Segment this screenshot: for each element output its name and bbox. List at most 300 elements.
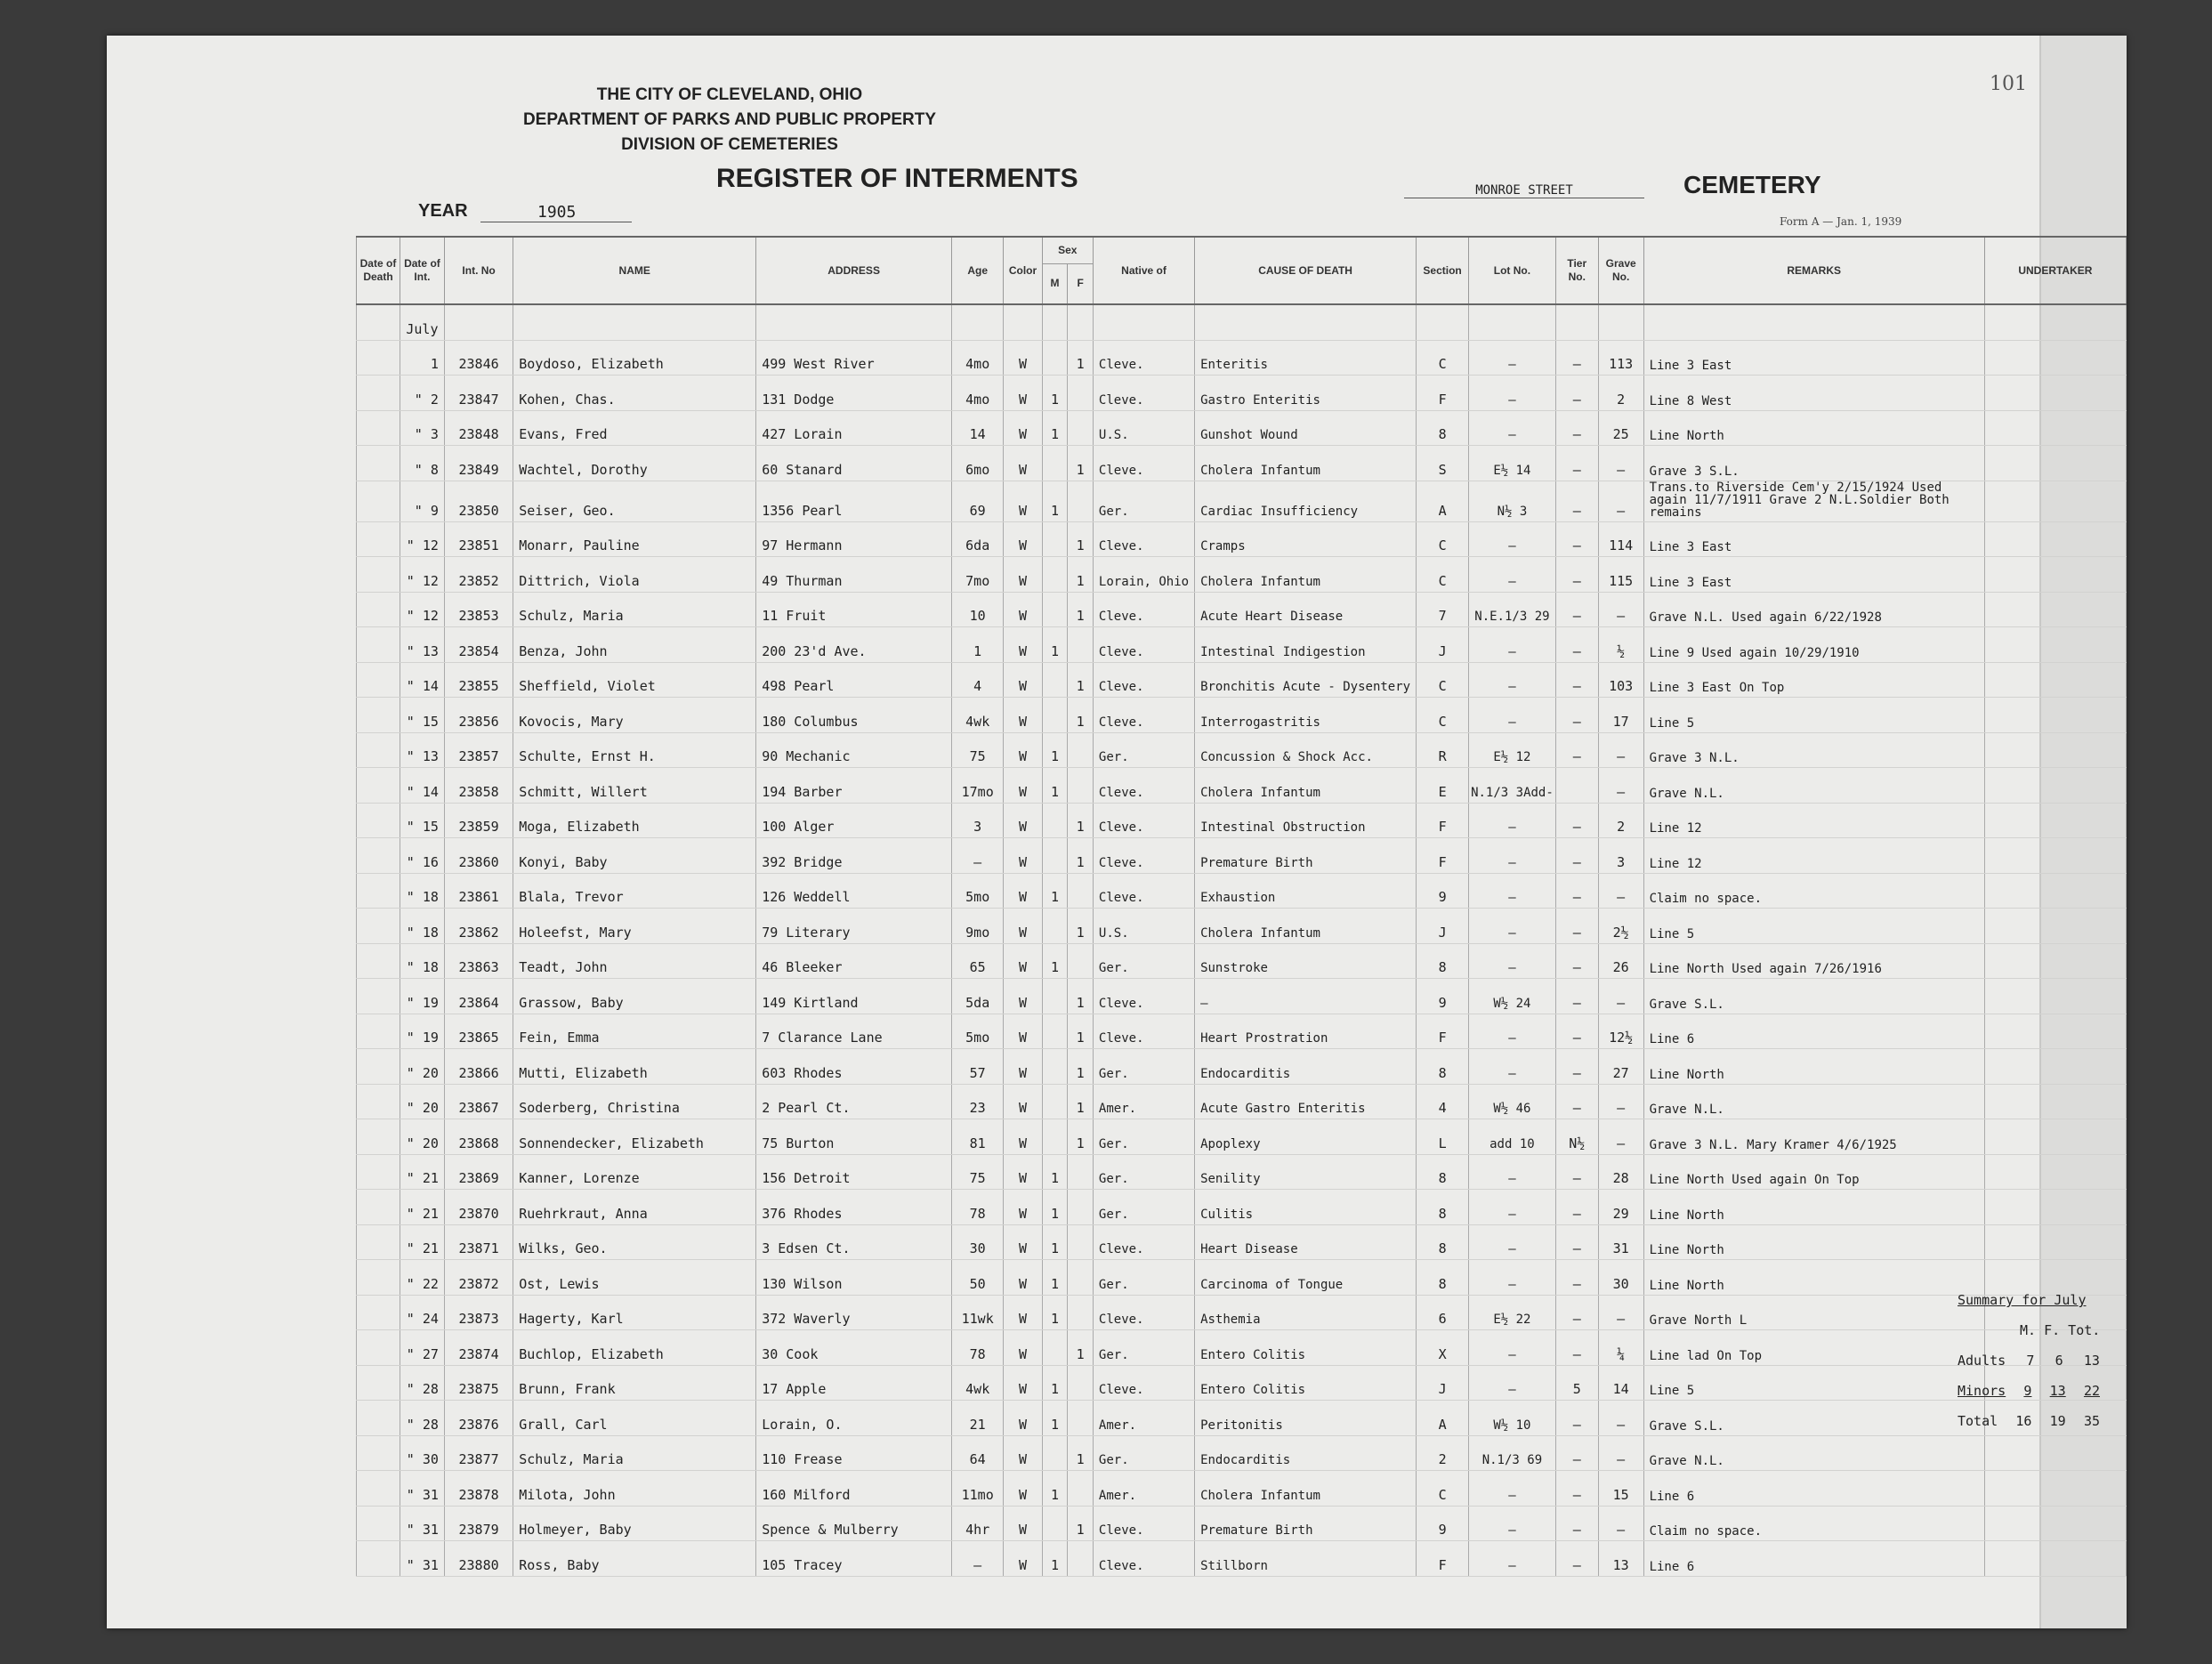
cell-native: Ger.: [1093, 1190, 1194, 1225]
cell-grave: 28: [1598, 1154, 1643, 1190]
cell-name: Schmitt, Willert: [513, 768, 756, 804]
table-row: [357, 1401, 2127, 1436]
cell-grave: –: [1598, 979, 1643, 1014]
cell-section: S: [1417, 446, 1469, 481]
cell-sex-f: [1068, 376, 1094, 411]
cell-undertaker: [1984, 481, 2126, 521]
cell-address: 200 23'd Ave.: [756, 627, 952, 663]
cell-native: Lorain, Ohio: [1093, 557, 1194, 593]
cell-grave: 14: [1598, 1365, 1643, 1401]
cell-int-no: 23853: [444, 592, 513, 627]
cell-cause: Apoplexy: [1195, 1119, 1417, 1155]
cell-date-int: " 15: [400, 698, 444, 733]
cell-sex-m: [1042, 1506, 1068, 1541]
cell-lot: –: [1469, 943, 1556, 979]
cell-date-death: [357, 1401, 400, 1436]
cell-age: 9mo: [952, 909, 1004, 944]
cell-tier: –: [1555, 446, 1598, 481]
cell-tier: –: [1555, 410, 1598, 446]
cell-address: 110 Frease: [756, 1435, 952, 1471]
cell-int-no: 23869: [444, 1154, 513, 1190]
cell-sex-m: [1042, 340, 1068, 376]
cell-grave: 115: [1598, 557, 1643, 593]
cell-lot: –: [1469, 1260, 1556, 1296]
cell-name: Sonnendecker, Elizabeth: [513, 1119, 756, 1155]
cemetery-label: CEMETERY: [1683, 171, 1821, 198]
cell-sex-m: 1: [1042, 1190, 1068, 1225]
cell-age: 4mo: [952, 340, 1004, 376]
table-row: [357, 557, 2127, 593]
cell-sex-m: [1042, 446, 1068, 481]
cell-name: Moga, Elizabeth: [513, 803, 756, 838]
cell-grave: –: [1598, 446, 1643, 481]
cell-native: Ger.: [1093, 1119, 1194, 1155]
cell-int-no: 23872: [444, 1260, 513, 1296]
cell-sex-f: [1068, 1190, 1094, 1225]
cell-date-int: " 21: [400, 1224, 444, 1260]
cell-date-death: [357, 557, 400, 593]
cell-lot: –: [1469, 698, 1556, 733]
table-row: [357, 768, 2127, 804]
cell-section: J: [1417, 627, 1469, 663]
cell-age: 14: [952, 410, 1004, 446]
cell-date-int: " 18: [400, 873, 444, 909]
cell-sex-f: 1: [1068, 592, 1094, 627]
cell-remarks: Line 6: [1643, 1014, 1984, 1049]
cell-address: 156 Detroit: [756, 1154, 952, 1190]
cell-cause: Cholera Infantum: [1195, 768, 1417, 804]
cell-int-no: 23858: [444, 768, 513, 804]
cell-int-no: 23849: [444, 446, 513, 481]
col-remarks: REMARKS: [1643, 237, 1984, 304]
summary-box: [1958, 1292, 2100, 1429]
cell-remarks: Line North: [1643, 1260, 1984, 1296]
cell-name: Teadt, John: [513, 943, 756, 979]
table-row: [357, 1049, 2127, 1085]
cell-age: 21: [952, 1401, 1004, 1436]
col-int-no: Int. No: [444, 237, 513, 304]
cell-tier: –: [1555, 803, 1598, 838]
cell-date-death: [357, 627, 400, 663]
cell-cause: Endocarditis: [1195, 1049, 1417, 1085]
cell-undertaker: [1984, 1190, 2126, 1225]
cell-sex-m: 1: [1042, 481, 1068, 521]
cell-date-int: " 15: [400, 803, 444, 838]
cell-age: 30: [952, 1224, 1004, 1260]
cell-remarks: Grave N.L.: [1643, 768, 1984, 804]
cell-address: 126 Weddell: [756, 873, 952, 909]
cell-sex-m: 1: [1042, 1541, 1068, 1577]
cell-color: W: [1004, 1260, 1042, 1296]
cell-color: W: [1004, 1295, 1042, 1330]
cell-grave: –: [1598, 1506, 1643, 1541]
table-row: [357, 1330, 2127, 1366]
summary-minors-m: 9: [2023, 1383, 2032, 1399]
cell-tier: –: [1555, 1154, 1598, 1190]
cell-color: W: [1004, 698, 1042, 733]
cell-lot: W½ 24: [1469, 979, 1556, 1014]
summary-adults: [1958, 1353, 2100, 1369]
cell-grave: ¼: [1598, 1330, 1643, 1366]
cell-section: A: [1417, 481, 1469, 521]
cell-section: C: [1417, 557, 1469, 593]
cell-name: Milota, John: [513, 1471, 756, 1506]
cell-age: –: [952, 838, 1004, 874]
cell-date-int: " 19: [400, 979, 444, 1014]
cell-address: 46 Bleeker: [756, 943, 952, 979]
cell-lot: W½ 46: [1469, 1084, 1556, 1119]
cell-grave: –: [1598, 1435, 1643, 1471]
cell-int-no: 23879: [444, 1506, 513, 1541]
cell-native: Ger.: [1093, 1260, 1194, 1296]
cell-address: 2 Pearl Ct.: [756, 1084, 952, 1119]
cell-address: 499 West River: [756, 340, 952, 376]
cell-undertaker: [1984, 979, 2126, 1014]
cell-undertaker: [1984, 1014, 2126, 1049]
cell-sex-f: 1: [1068, 1119, 1094, 1155]
cell-grave: 30: [1598, 1260, 1643, 1296]
cell-cause: Cholera Infantum: [1195, 1471, 1417, 1506]
table-row: [357, 1365, 2127, 1401]
cell-sex-m: 1: [1042, 1471, 1068, 1506]
cell-age: 78: [952, 1190, 1004, 1225]
cell-lot: N½ 3: [1469, 481, 1556, 521]
cell-color: W: [1004, 1014, 1042, 1049]
cell-undertaker: [1984, 1049, 2126, 1085]
cell-address: 17 Apple: [756, 1365, 952, 1401]
cell-name: Buchlop, Elizabeth: [513, 1330, 756, 1366]
cell-age: 65: [952, 943, 1004, 979]
cell-native: Cleve.: [1093, 1365, 1194, 1401]
cell-sex-f: 1: [1068, 979, 1094, 1014]
cell-sex-m: [1042, 1049, 1068, 1085]
cell-undertaker: [1984, 627, 2126, 663]
cell-date-death: [357, 662, 400, 698]
cell-color: W: [1004, 1330, 1042, 1366]
cell-date-int: " 2: [400, 376, 444, 411]
cell-remarks: Claim no space.: [1643, 1506, 1984, 1541]
cell-native: Cleve.: [1093, 592, 1194, 627]
cell-age: 5da: [952, 979, 1004, 1014]
cell-grave: 2½: [1598, 909, 1643, 944]
cell-address: 11 Fruit: [756, 592, 952, 627]
cell-lot: –: [1469, 1541, 1556, 1577]
cell-age: 17mo: [952, 768, 1004, 804]
cell-grave: 17: [1598, 698, 1643, 733]
cell-name: Brunn, Frank: [513, 1365, 756, 1401]
cell-age: 4hr: [952, 1506, 1004, 1541]
cell-name: Konyi, Baby: [513, 838, 756, 874]
cell-date-death: [357, 1154, 400, 1190]
cell-date-int: " 27: [400, 1330, 444, 1366]
table-row: [357, 838, 2127, 874]
cell-grave: 2: [1598, 376, 1643, 411]
cell-sex-f: [1068, 1401, 1094, 1436]
table-row: [357, 1154, 2127, 1190]
cell-tier: –: [1555, 376, 1598, 411]
year-value: 1905: [480, 203, 632, 222]
cell-color: W: [1004, 557, 1042, 593]
header-division: DIVISION OF CEMETERIES: [621, 135, 838, 154]
cell-address: 130 Wilson: [756, 1260, 952, 1296]
cell-undertaker: [1984, 662, 2126, 698]
cell-date-int: " 21: [400, 1154, 444, 1190]
cell-cause: Asthemia: [1195, 1295, 1417, 1330]
cell-sex-f: [1068, 627, 1094, 663]
cell-remarks: Line 8 West: [1643, 376, 1984, 411]
cell-lot: –: [1469, 1506, 1556, 1541]
cell-lot: –: [1469, 521, 1556, 557]
cell-undertaker: [1984, 1541, 2126, 1577]
table-row: [357, 376, 2127, 411]
summary-minors-label: Minors: [1958, 1383, 2006, 1399]
cell-int-no: 23876: [444, 1401, 513, 1436]
header-department: DEPARTMENT OF PARKS AND PUBLIC PROPERTY: [522, 110, 937, 129]
table-row: [357, 732, 2127, 768]
cell-tier: –: [1555, 592, 1598, 627]
cell-lot: E½ 22: [1469, 1295, 1556, 1330]
cell-cause: Acute Gastro Enteritis: [1195, 1084, 1417, 1119]
cell-cause: Enteritis: [1195, 340, 1417, 376]
cell-remarks: Grave 3 N.L. Mary Kramer 4/6/1925: [1643, 1119, 1984, 1155]
cell-age: 5mo: [952, 873, 1004, 909]
cell-date-death: [357, 698, 400, 733]
cell-address: 1356 Pearl: [756, 481, 952, 521]
cell-section: 2: [1417, 1435, 1469, 1471]
cell-undertaker: [1984, 698, 2126, 733]
month-row: [357, 304, 2127, 340]
cell-date-int: " 22: [400, 1260, 444, 1296]
cell-date-int: " 3: [400, 410, 444, 446]
summary-minors-f: 13: [2049, 1383, 2066, 1399]
cell-date-int: " 31: [400, 1506, 444, 1541]
cell-age: 5mo: [952, 1014, 1004, 1049]
cell-name: Kohen, Chas.: [513, 376, 756, 411]
cell-native: U.S.: [1093, 909, 1194, 944]
cell-undertaker: [1984, 340, 2126, 376]
cell-sex-f: [1068, 1365, 1094, 1401]
cell-sex-m: 1: [1042, 627, 1068, 663]
cell-lot: –: [1469, 1224, 1556, 1260]
cell-sex-f: 1: [1068, 1506, 1094, 1541]
cell-grave: 113: [1598, 340, 1643, 376]
cell-sex-f: [1068, 481, 1094, 521]
cell-grave: 103: [1598, 662, 1643, 698]
cell-sex-m: 1: [1042, 1401, 1068, 1436]
cell-sex-m: [1042, 1084, 1068, 1119]
cell-sex-m: 1: [1042, 768, 1068, 804]
cell-address: 30 Cook: [756, 1330, 952, 1366]
table-row: [357, 1295, 2127, 1330]
cell-remarks: Line 3 East: [1643, 521, 1984, 557]
cell-cause: Carcinoma of Tongue: [1195, 1260, 1417, 1296]
cell-native: Cleve.: [1093, 698, 1194, 733]
cell-sex-m: 1: [1042, 1224, 1068, 1260]
cell-address: 60 Stanard: [756, 446, 952, 481]
cell-name: Benza, John: [513, 627, 756, 663]
cell-remarks: Line North Used again On Top: [1643, 1154, 1984, 1190]
cell-age: 75: [952, 732, 1004, 768]
cell-date-int: " 16: [400, 838, 444, 874]
cell-int-no: 23875: [444, 1365, 513, 1401]
cell-remarks: Grave N.L. Used again 6/22/1928: [1643, 592, 1984, 627]
cell-section: 9: [1417, 979, 1469, 1014]
cell-section: X: [1417, 1330, 1469, 1366]
cell-section: E: [1417, 768, 1469, 804]
col-sex-m: M: [1042, 263, 1068, 304]
cell-cause: Heart Disease: [1195, 1224, 1417, 1260]
cell-int-no: 23863: [444, 943, 513, 979]
cell-lot: –: [1469, 909, 1556, 944]
cell-remarks: Grave S.L.: [1643, 1401, 1984, 1436]
cell-cause: Senility: [1195, 1154, 1417, 1190]
cell-remarks: Line 12: [1643, 803, 1984, 838]
cell-name: Wilks, Geo.: [513, 1224, 756, 1260]
cell-remarks: Line 5: [1643, 1365, 1984, 1401]
cell-age: –: [952, 1541, 1004, 1577]
table-row: [357, 521, 2127, 557]
cell-sex-m: 1: [1042, 1154, 1068, 1190]
cell-sex-m: [1042, 521, 1068, 557]
cell-sex-m: [1042, 979, 1068, 1014]
cell-native: Cleve.: [1093, 521, 1194, 557]
cell-lot: –: [1469, 1014, 1556, 1049]
cell-age: 64: [952, 1435, 1004, 1471]
cell-cause: Culitis: [1195, 1190, 1417, 1225]
cell-section: J: [1417, 1365, 1469, 1401]
cell-native: Cleve.: [1093, 376, 1194, 411]
cell-tier: –: [1555, 909, 1598, 944]
cell-sex-f: 1: [1068, 557, 1094, 593]
cell-int-no: 23878: [444, 1471, 513, 1506]
cell-cause: Premature Birth: [1195, 1506, 1417, 1541]
cell-age: 1: [952, 627, 1004, 663]
cell-color: W: [1004, 521, 1042, 557]
cell-native: Cleve.: [1093, 838, 1194, 874]
table-row: [357, 1224, 2127, 1260]
cell-native: Cleve.: [1093, 1295, 1194, 1330]
cell-age: 69: [952, 481, 1004, 521]
cell-sex-m: [1042, 909, 1068, 944]
table-row: [357, 627, 2127, 663]
cell-tier: –: [1555, 1049, 1598, 1085]
cell-date-int: " 20: [400, 1049, 444, 1085]
cell-address: 498 Pearl: [756, 662, 952, 698]
cell-date-death: [357, 592, 400, 627]
col-age: Age: [952, 237, 1004, 304]
cell-lot: –: [1469, 340, 1556, 376]
cell-sex-f: 1: [1068, 446, 1094, 481]
cell-native: Amer.: [1093, 1471, 1194, 1506]
cell-name: Ost, Lewis: [513, 1260, 756, 1296]
cell-lot: –: [1469, 376, 1556, 411]
cell-date-int: " 28: [400, 1365, 444, 1401]
cell-native: Cleve.: [1093, 1506, 1194, 1541]
cell-date-int: " 31: [400, 1541, 444, 1577]
cell-date-death: [357, 1541, 400, 1577]
cell-age: 11wk: [952, 1295, 1004, 1330]
cell-undertaker: [1984, 1154, 2126, 1190]
cell-date-death: [357, 1471, 400, 1506]
cell-name: Schulz, Maria: [513, 1435, 756, 1471]
cell-sex-m: [1042, 1119, 1068, 1155]
cell-date-death: [357, 909, 400, 944]
cell-date-death: [357, 1330, 400, 1366]
cell-int-no: 23847: [444, 376, 513, 411]
cell-date-death: [357, 1049, 400, 1085]
cell-sex-m: [1042, 1435, 1068, 1471]
cell-tier: –: [1555, 627, 1598, 663]
cell-tier: –: [1555, 1330, 1598, 1366]
col-sex: Sex: [1042, 237, 1093, 263]
cell-age: 4mo: [952, 376, 1004, 411]
cell-lot: –: [1469, 1190, 1556, 1225]
cemetery-name: MONROE STREET: [1404, 183, 1644, 198]
cell-lot: E½ 14: [1469, 446, 1556, 481]
cell-date-death: [357, 803, 400, 838]
cell-tier: –: [1555, 557, 1598, 593]
cell-name: Soderberg, Christina: [513, 1084, 756, 1119]
cell-address: 603 Rhodes: [756, 1049, 952, 1085]
cell-int-no: 23867: [444, 1084, 513, 1119]
cell-remarks: Line North: [1643, 1049, 1984, 1085]
cell-date-death: [357, 1435, 400, 1471]
cell-section: C: [1417, 698, 1469, 733]
cell-remarks: Line 5: [1643, 909, 1984, 944]
table-row: [357, 410, 2127, 446]
cell-tier: –: [1555, 1541, 1598, 1577]
cell-native: Amer.: [1093, 1401, 1194, 1436]
cell-name: Monarr, Pauline: [513, 521, 756, 557]
cell-address: 149 Kirtland: [756, 979, 952, 1014]
cell-tier: N½: [1555, 1119, 1598, 1155]
col-name: NAME: [513, 237, 756, 304]
table-row: [357, 340, 2127, 376]
cell-name: Holeefst, Mary: [513, 909, 756, 944]
cell-remarks: Grave S.L.: [1643, 979, 1984, 1014]
cell-color: W: [1004, 1506, 1042, 1541]
col-date-death: Date of Death: [357, 237, 400, 304]
cell-date-death: [357, 979, 400, 1014]
cell-undertaker: [1984, 943, 2126, 979]
cell-sex-m: 1: [1042, 873, 1068, 909]
cell-native: Ger.: [1093, 943, 1194, 979]
cell-tier: –: [1555, 943, 1598, 979]
summary-minors: [1958, 1383, 2100, 1399]
summary-total: [1958, 1413, 2100, 1429]
summary-adults-m: 7: [2026, 1353, 2035, 1369]
cell-section: A: [1417, 1401, 1469, 1436]
cell-remarks: Grave N.L.: [1643, 1435, 1984, 1471]
summary-header: M. F. Tot.: [2020, 1322, 2101, 1338]
cell-remarks: Grave North L: [1643, 1295, 1984, 1330]
cell-grave: –: [1598, 481, 1643, 521]
cell-tier: 5: [1555, 1365, 1598, 1401]
cell-date-int: " 14: [400, 662, 444, 698]
cell-remarks: Line North: [1643, 1190, 1984, 1225]
register-title: REGISTER OF INTERMENTS: [716, 164, 1078, 193]
cell-undertaker: [1984, 1435, 2126, 1471]
cell-remarks: Line North Used again 7/26/1916: [1643, 943, 1984, 979]
table-row: [357, 979, 2127, 1014]
cell-grave: –: [1598, 1119, 1643, 1155]
cell-section: 8: [1417, 1049, 1469, 1085]
cell-sex-m: 1: [1042, 1260, 1068, 1296]
cell-cause: Endocarditis: [1195, 1435, 1417, 1471]
cell-color: W: [1004, 1365, 1042, 1401]
cell-color: W: [1004, 340, 1042, 376]
cell-sex-f: [1068, 943, 1094, 979]
